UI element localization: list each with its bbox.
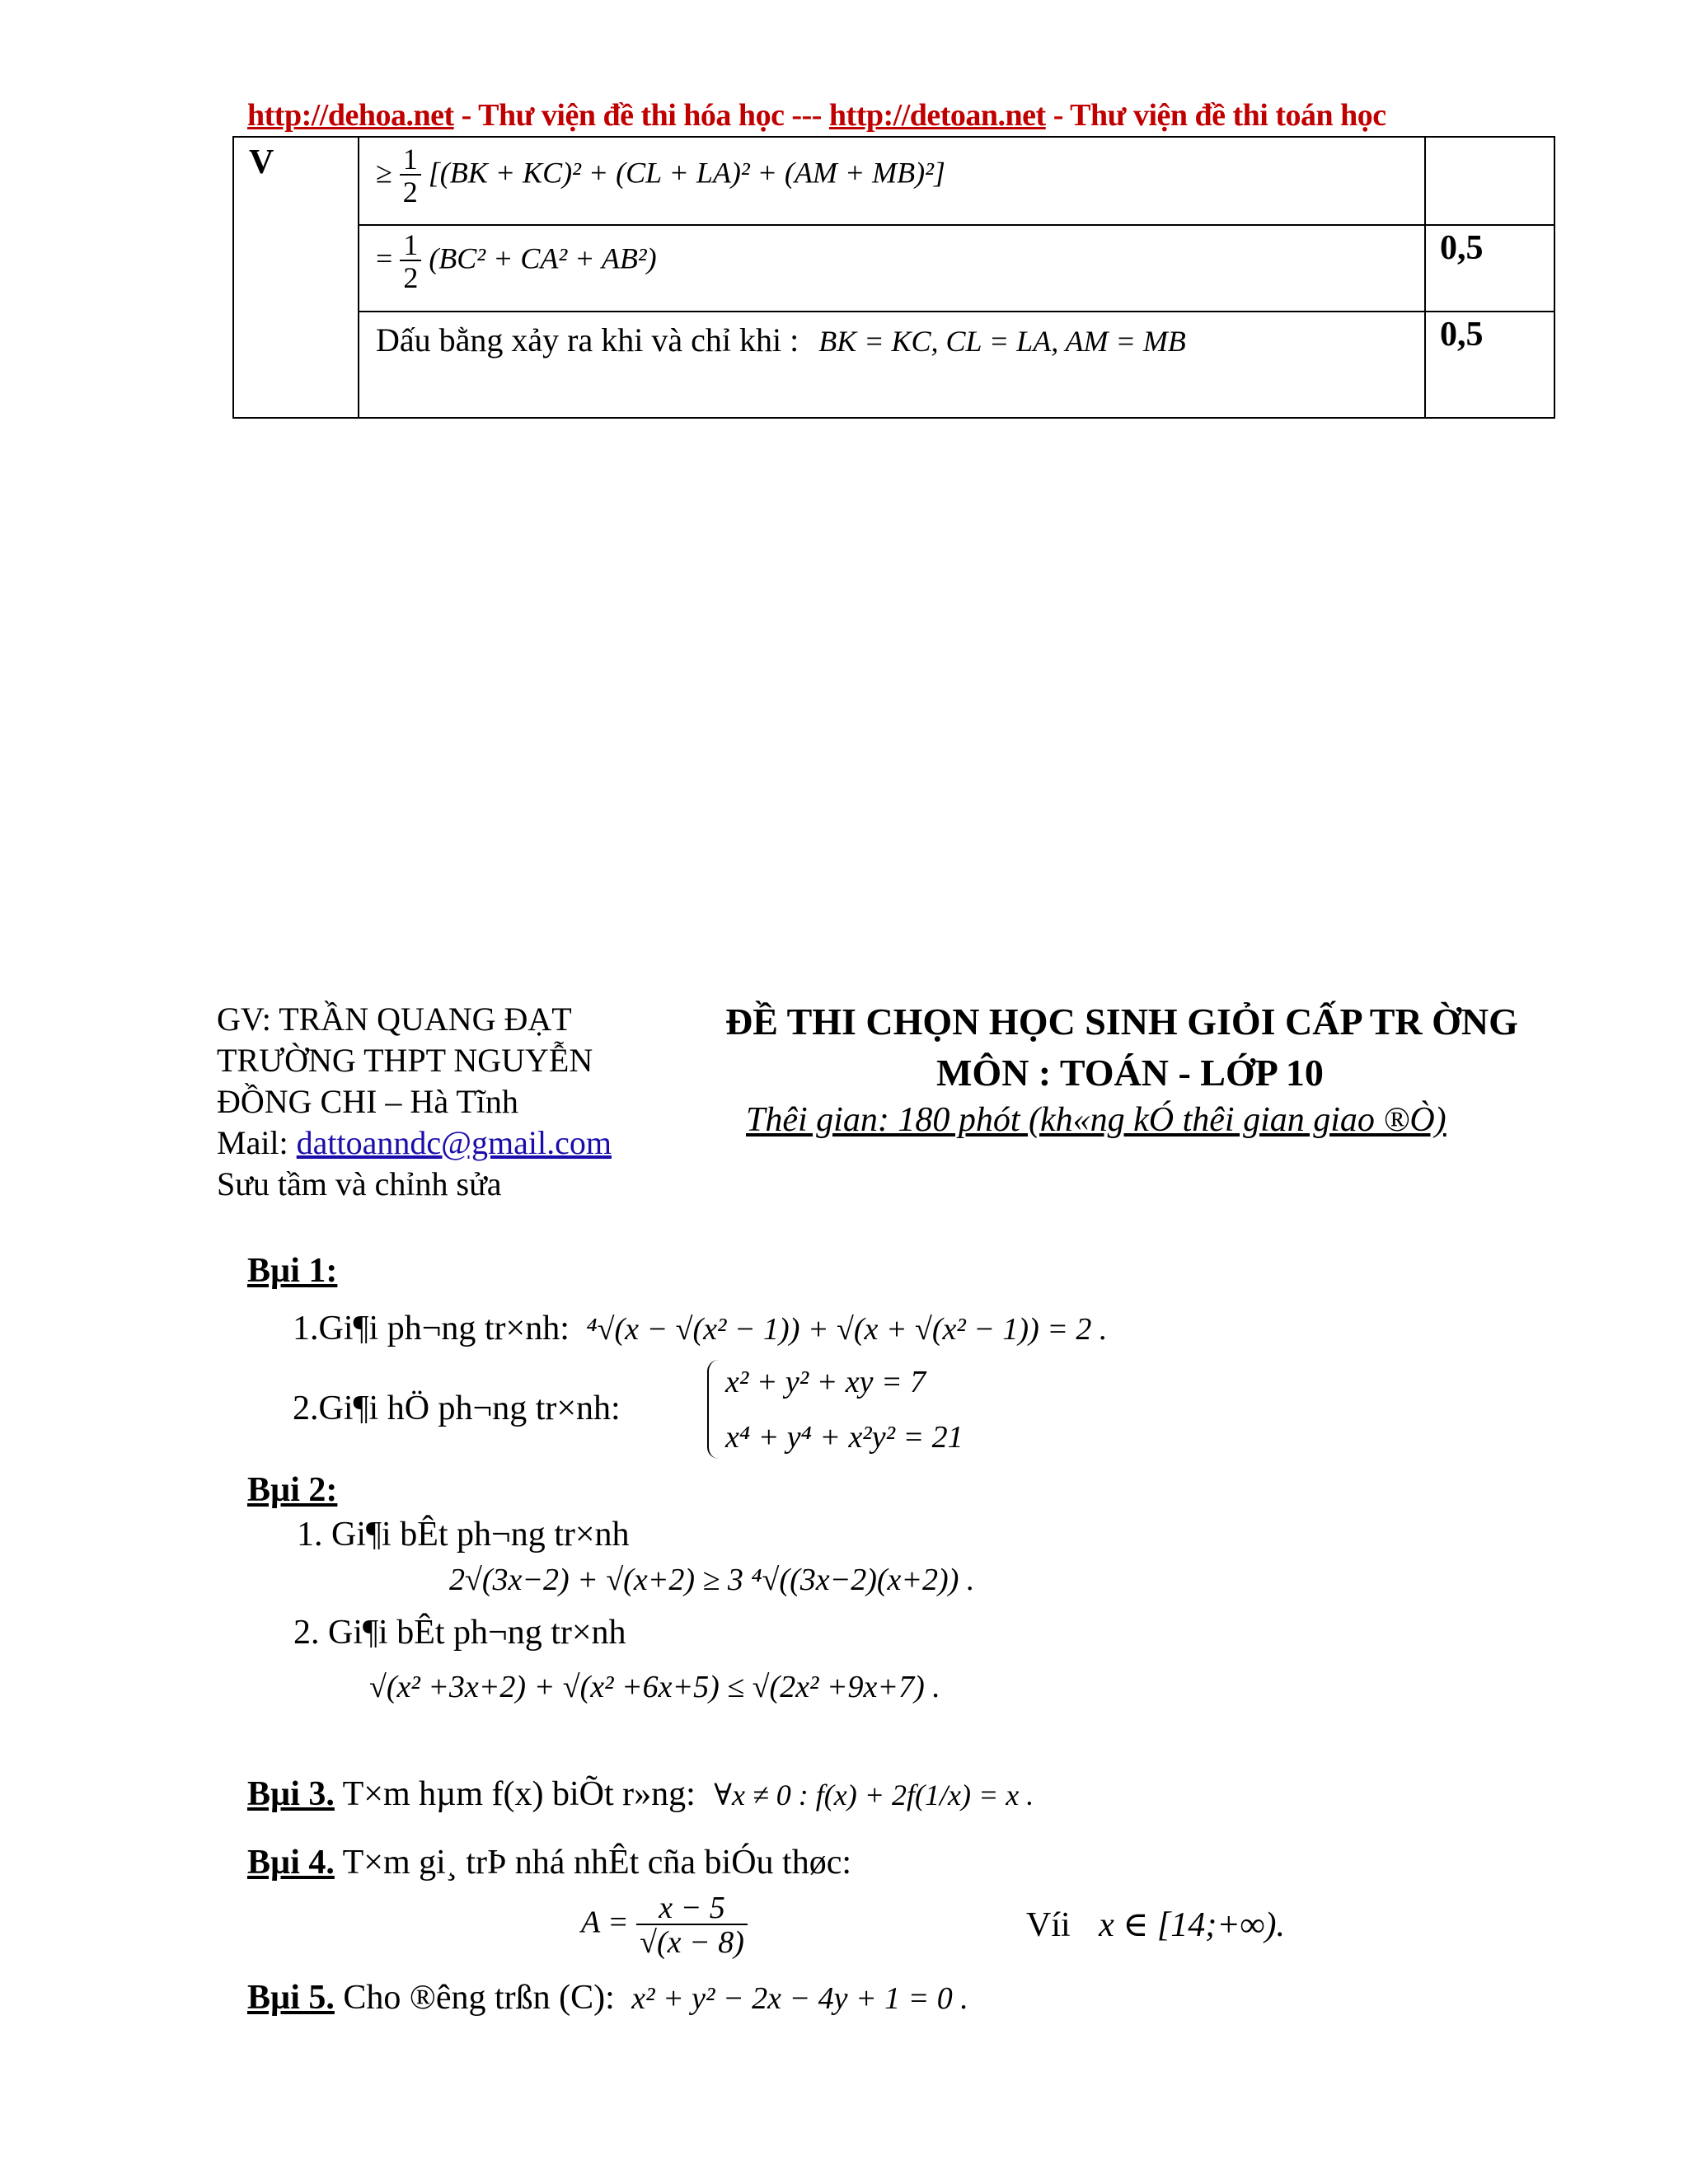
bai3-expr: ∀x ≠ 0 : f(x) + 2f(1/x) = x .: [714, 1779, 1034, 1811]
row3-score: 0,5: [1440, 316, 1484, 354]
bai4-den: √(x − 8): [640, 1925, 744, 1960]
table-row-1: [376, 144, 945, 207]
bai1-q2-eq2: x⁴ + y⁴ + x²y² = 21: [725, 1420, 964, 1455]
bai4-domain-line: [1026, 1904, 1285, 1945]
school-location: ĐỒNG CHI – Hà Tĩnh: [217, 1083, 518, 1120]
bai4-num: x − 5: [636, 1892, 748, 1925]
mail-label: Mail:: [217, 1124, 297, 1161]
half-den: 2: [402, 176, 418, 209]
answer-table: [232, 136, 1555, 419]
bai4-fraction: [636, 1892, 748, 1958]
header-link-dehoa[interactable]: http://dehoa.net: [247, 98, 454, 133]
table-divider-1: [358, 138, 359, 417]
half-num-2: 1: [400, 230, 421, 261]
system-brace: [707, 1360, 722, 1459]
exam-subject: MÔN : TOÁN - LỚP 10: [936, 1052, 1324, 1094]
half-num: 1: [400, 144, 421, 176]
bai3: [247, 1774, 1034, 1814]
bai4-expr: [581, 1892, 748, 1958]
bai4-with: Víi: [1026, 1906, 1071, 1944]
bai2-q2-expr: √(x² +3x+2) + √(x² +6x+5) ≤ √(2x² +9x+7) .: [369, 1670, 940, 1704]
bai4-domain: x ∈ [14;+∞).: [1099, 1906, 1286, 1944]
school-name: TRƯỜNG THPT NGUYỄN: [217, 1042, 593, 1079]
mail-link[interactable]: dattoanndc@gmail.com: [296, 1124, 612, 1161]
credit-line: Sưu tầm và chỉnh sửa: [217, 1165, 502, 1202]
mail-line: [217, 1122, 612, 1164]
table-row-2: [376, 230, 657, 293]
part-label: V: [249, 143, 274, 181]
bai3-label: Bµi 3.: [247, 1775, 335, 1813]
row3-text: Dấu bằng xảy ra khi và chỉ khi :: [376, 321, 799, 359]
bai4-label: Bµi 4.: [247, 1844, 335, 1882]
exam-title: ĐỀ THI CHỌN HỌC SINH GIỎI CẤP TR ỜNG: [725, 1001, 1518, 1043]
bai1-q2-eq1: x² + y² + xy = 7: [725, 1365, 926, 1399]
teacher-info: [217, 999, 612, 1205]
row1-expr: [(BK + KC)² + (CL + LA)² + (AM + MB)²]: [428, 156, 945, 190]
half-fraction-2: [400, 230, 421, 293]
bai5: [247, 1978, 968, 2018]
bai1-q1-text: 1.Gi¶i ph¬ng tr×nh:: [293, 1310, 570, 1347]
bai1-q2-text: 2.Gi¶i hÖ ph¬ng tr×nh:: [293, 1390, 621, 1427]
bai1-label: Bµi 1:: [247, 1252, 338, 1290]
bai2-q1-expr: 2√(3x−2) + √(x+2) ≥ 3 ⁴√((3x−2)(x+2)) .: [449, 1563, 975, 1597]
half-fraction: [400, 144, 421, 207]
row2-score: 0,5: [1440, 229, 1484, 267]
bai2-q2-text: 2. Gi¶i bÊt ph¬ng tr×nh: [293, 1614, 626, 1652]
bai5-text: Cho ®êng trßn (C):: [334, 1979, 615, 2017]
bai2-q1-text: 1. Gi¶i bÊt ph¬ng tr×nh: [297, 1516, 630, 1554]
bai1-q1-expr: ⁴√(x − √(x² − 1)) + √(x + √(x² − 1)) = 2 .: [586, 1312, 1108, 1347]
site-header: [247, 97, 1386, 134]
row3-expr: BK = KC, CL = LA, AM = MB: [818, 325, 1186, 358]
bai5-expr: x² + y² − 2x − 4y + 1 = 0 .: [631, 1981, 968, 2016]
bai4: [247, 1843, 851, 1882]
header-link-detoan[interactable]: http://detoan.net: [828, 98, 1046, 133]
exam-time: Thêi gian: 180 phót (kh«ng kÓ thêi gian giao ®Ò): [746, 1101, 1447, 1139]
half-den-2: 2: [403, 261, 419, 294]
table-divider-2: [1424, 138, 1426, 417]
bai2-label: Bµi 2:: [247, 1471, 338, 1509]
bai4-lhs: A =: [581, 1905, 629, 1940]
row1-prefix: ≥: [376, 156, 392, 190]
row2-expr: (BC² + CA² + AB²): [429, 241, 657, 275]
table-row-3: [376, 321, 1186, 359]
bai3-text: T×m hµm f(x) biÕt r»ng:: [334, 1775, 696, 1813]
bai5-label: Bµi 5.: [247, 1979, 335, 2017]
row2-prefix: =: [376, 241, 393, 275]
teacher-name: GV: TRẦN QUANG ĐẠT: [217, 1001, 572, 1038]
bai1-q1: [293, 1309, 1107, 1348]
header-text-1: - Thư viện đề thi hóa học ---: [453, 98, 829, 133]
table-row-divider-2: [358, 311, 1554, 312]
header-text-2: - Thư viện đề thi toán học: [1045, 98, 1386, 133]
table-row-divider-1: [358, 224, 1554, 226]
bai4-text: T×m gi¸ trÞ nhá nhÊt cña biÓu thøc:: [334, 1844, 852, 1882]
